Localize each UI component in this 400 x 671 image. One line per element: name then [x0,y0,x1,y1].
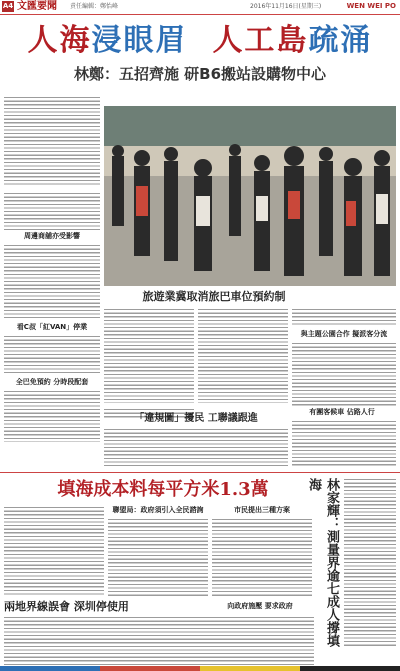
headline-part-1: 人海 [27,23,92,58]
article-text-bottom-3 [212,518,312,596]
headline-part-3: 人工島 [212,23,309,58]
date-line: 2016年11月16日(星期三) [250,3,322,10]
article-text-bottom-2 [108,518,208,596]
page-number-badge: A4 [2,2,14,10]
article-text-right-3 [292,420,396,468]
article-text-bottom-4 [4,616,314,666]
page-header [0,0,400,15]
article-text-left-3 [4,244,100,320]
bottom-sub-2: 聯盟局：政府須引入全民諮詢 [112,506,204,514]
article-text-left-1 [4,96,100,186]
article-text-left-2 [4,192,100,230]
label-right-1: 與主題公園合作 擬派客分流 [300,330,388,338]
main-headline [0,22,400,60]
print-color-bar [0,666,400,671]
bottom-headline: 填海成本料每平方米1.3萬 [57,479,269,500]
article-text-mid-4 [104,428,288,468]
bottom-sub-1: 兩地界線誤會 深圳停使用 [4,600,129,613]
label-mid-3: 有團客候車 佔路人行 [309,408,375,416]
article-text-right-1 [292,308,396,326]
article-text-right-2 [292,342,396,406]
photo-caption: 旅遊業冀取消旅巴車位預約制 [142,290,286,303]
label-left-2: 看C叔「紅VAN」停業 [16,323,88,331]
article-text-mid-1 [104,308,194,403]
paper-logo: WEN WEI PO [346,2,396,10]
article-text-left-4 [4,335,100,375]
label-left-1: 周邊商舖亦受影響 [24,232,80,240]
headline-part-2: 浸眼眉 [91,23,188,58]
article-text-left-5 [4,390,100,442]
section-title: 文匯要聞 [17,1,57,12]
article-text-bottom-1 [4,506,104,596]
article-text-bottom-vertical [344,478,396,648]
label-mid-1: 「違規圖」擾民 工聯議跟進 [134,413,258,424]
vertical-headline: 林家輝：測量界逾七成人撐填海 [306,478,339,647]
crowd-photo [104,106,396,286]
article-text-mid-2 [198,308,288,403]
bottom-sub-3: 市民提出三種方案 [234,506,290,514]
label-left-3: 全巴免預約 分時段配套 [15,378,89,386]
sub-headline: 林鄭：五招齊施 研B6搬站設購物中心 [73,65,327,83]
bottom-sub-4: 向政府施壓 要求政府 [227,602,293,610]
section-divider [0,472,400,473]
headline-part-4: 疏涌 [308,23,373,58]
editor-line: 責任編輯：鄭怡峰 [70,3,119,10]
